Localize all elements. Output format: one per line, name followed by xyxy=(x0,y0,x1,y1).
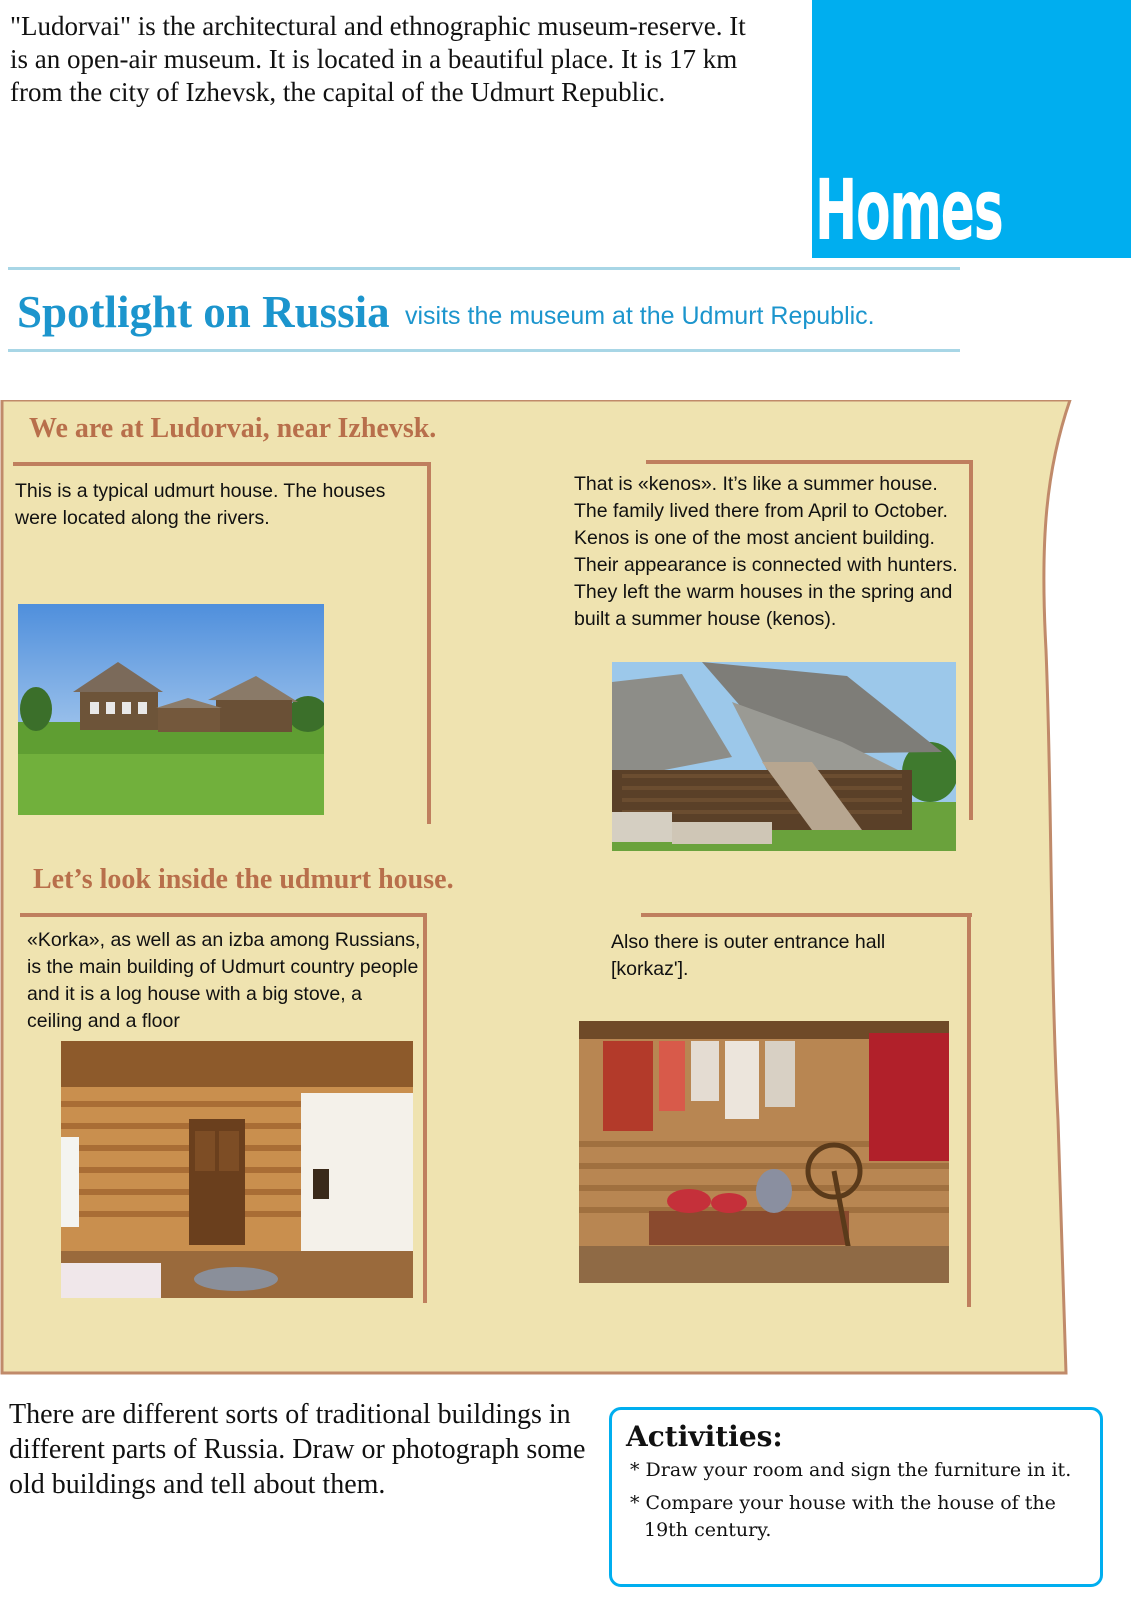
card-frame-top xyxy=(13,462,431,466)
activity-item: * Compare your house with the house of the 19th century. xyxy=(630,1492,1056,1541)
card-caption-korka: «Korka», as well as an izba among Russians, is the main building of Udmurt country people and it is a log house with a big stove, a ceiling and a floor xyxy=(27,929,421,1032)
intro-paragraph: "Ludorvai" is the architectural and ethnographic museum-reserve. It is an open-air museum. It is located in a beautiful place. It is 17 km from the city of Izhevsk, the capital of the Udmurt Republic. xyxy=(10,11,746,107)
section-title-block xyxy=(812,0,1131,258)
card-frame-top xyxy=(646,460,973,464)
card-frame-right xyxy=(967,913,971,1307)
card-caption-korkaz: Also there is outer entrance hall [korkaz']. xyxy=(611,931,886,980)
top-divider xyxy=(8,267,960,270)
activities-title: Activities: xyxy=(626,1420,783,1453)
card-caption-kenos: That is «kenos». It’s like a summer house. The family lived there from April to October. Kenos is one of the most ancient building. Their appearance is connected with hunters. They left the warm houses in the spring and built a summer house (kenos). xyxy=(574,473,958,630)
panel-heading-mid: Let’s look inside the udmurt house. xyxy=(33,864,454,895)
section-title: Homes xyxy=(815,161,1003,259)
bottom-paragraph: There are different sorts of traditional buildings in different parts of Russia. Draw or photograph some old buildings and tell about them. xyxy=(9,1399,586,1500)
photo-udmurt-house xyxy=(18,604,324,815)
photo-korka-interior xyxy=(61,1041,413,1298)
bottom-divider xyxy=(8,349,960,352)
card-frame-right xyxy=(969,460,973,820)
spotlight-subtitle: visits the museum at the Udmurt Republic. xyxy=(405,302,875,330)
activities-box xyxy=(609,1407,1103,1587)
photo-entrance-hall xyxy=(579,1021,949,1283)
card-frame-top xyxy=(641,913,972,917)
card-caption-typical-house: This is a typical udmurt house. The houses were located along the rivers. xyxy=(15,480,386,529)
card-frame-top xyxy=(20,913,427,917)
card-frame-right xyxy=(427,462,431,824)
photo-kenos xyxy=(612,662,956,851)
spotlight-brand: Spotlight on Russia xyxy=(17,287,390,337)
panel-heading-top: We are at Ludorvai, near Izhevsk. xyxy=(29,413,437,444)
activity-item: * Draw your room and sign the furniture in it. xyxy=(630,1459,1072,1481)
card-frame-right xyxy=(423,913,427,1303)
